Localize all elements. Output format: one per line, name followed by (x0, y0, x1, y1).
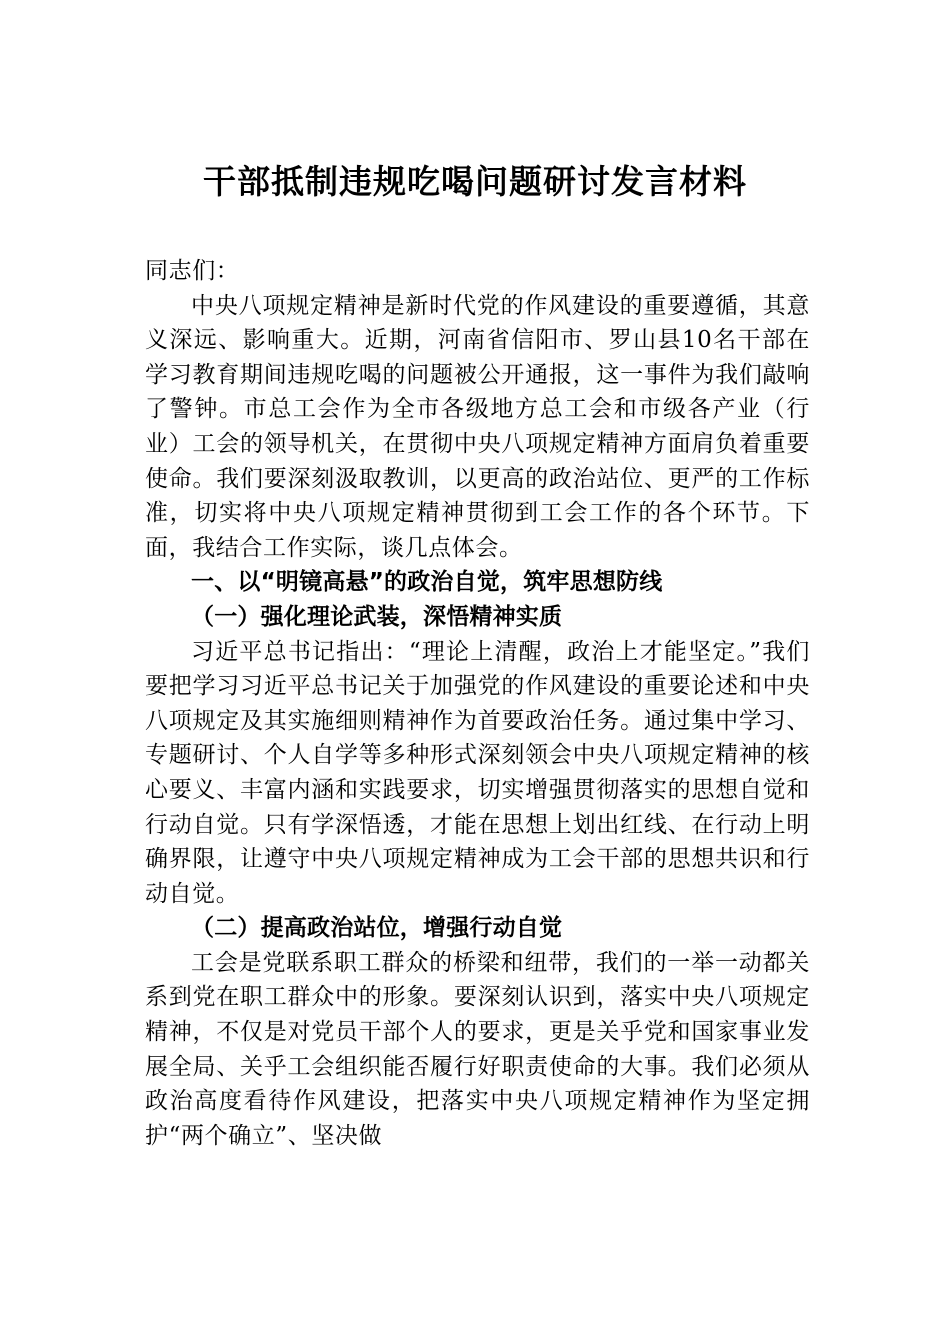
subsection-heading-2: （二）提高政治站位，增强行动自觉 (191, 914, 563, 942)
section-heading-1: 一、以“明镜高悬”的政治自觉，筑牢思想防线 (191, 569, 663, 596)
document-title: 干部抵制违规吃喝问题研讨发言材料 (203, 162, 747, 201)
document-body (145, 254, 810, 1153)
subsection-heading-1: （一）强化理论武装，深悟精神实质 (191, 602, 563, 630)
subsection-2-paragraph: 工会是党联系职工群众的桥梁和纽带，我们的一举一动都关系到党在职工群众中的形象。要深刻认识到，落实中央八项规定精神，不仅是对党员干部个人的要求，更是关乎党和国家事业发展全局、关乎工会组织能否履行好职责使命的大事。我们必须从政治高度看待作风建设，把落实中央八项规定精神作为坚定拥护“两个确立”、坚决做 (145, 949, 810, 1149)
intro-paragraph: 中央八项规定精神是新时代党的作风建设的重要遵循，其意义深远、影响重大。近期，河南省信阳市、罗山县10名干部在学习教育期间违规吃喝的问题被公开通报，这一事件为我们敲响了警钟。市总工会作为全市各级地方总工会和市级各产业（行业）工会的领导机关，在贯彻中央八项规定精神方面肩负着重要使命。我们要深刻汲取教训，以更高的政治站位、更严的工作标准，切实将中央八项规定精神贯彻到工会工作的各个环节。下面，我结合工作实际，谈几点体会。 (145, 292, 810, 561)
salutation: 同志们： (145, 258, 240, 284)
subsection-1-paragraph: 习近平总书记指出：“理论上清醒，政治上才能坚定。”我们要把学习习近平总书记关于加强党的作风建设的重要论述和中央八项规定及其实施细则精神作为首要政治任务。通过集中学习、专题研讨、个人自学等多种形式深刻领会中央八项规定精神的核心要义、丰富内涵和实践要求，切实增强贯彻落实的思想自觉和行动自觉。只有学深悟透，才能在思想上划出红线、在行动上明确界限，让遵守中央八项规定精神成为工会干部的思想共识和行动自觉。 (145, 638, 810, 907)
